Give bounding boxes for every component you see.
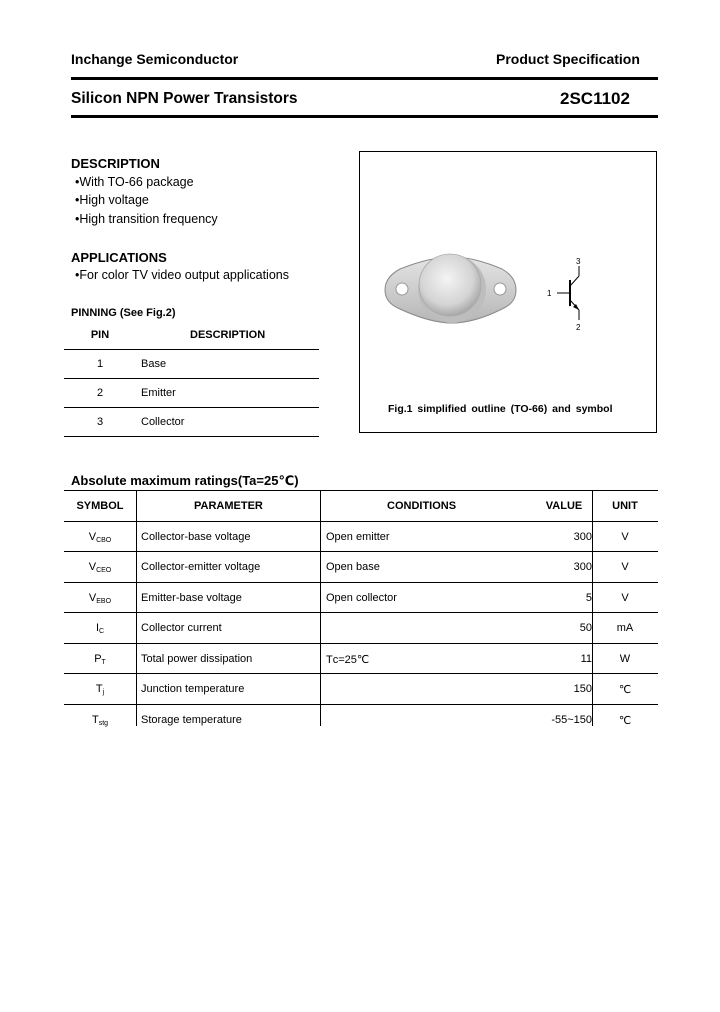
- parameter-cell: Collector current: [141, 622, 222, 634]
- table-row: [64, 350, 319, 379]
- company-name: Inchange Semiconductor: [71, 51, 239, 67]
- description-item: •With TO-66 package: [75, 175, 194, 189]
- parameter-cell: Collector-emitter voltage: [141, 561, 261, 573]
- doc-type: Product Specification: [496, 51, 640, 67]
- npn-transistor-symbol-icon: [535, 252, 605, 342]
- unit-cell: V: [621, 561, 629, 573]
- unit-cell: mA: [616, 622, 634, 634]
- ratings-title: Absolute maximum ratings(Ta=25℃): [71, 473, 299, 488]
- symbol-header: SYMBOL: [76, 500, 124, 512]
- parameter-cell: Storage temperature: [141, 713, 242, 726]
- header-rule-bottom: [71, 115, 658, 118]
- value-cell: 300: [573, 561, 592, 573]
- unit-cell: ℃: [618, 684, 632, 696]
- symbol-cell: $V_{CBO}$: [88, 530, 112, 544]
- value-cell: 150: [573, 683, 592, 695]
- table-row: [64, 552, 658, 583]
- value-cell: 50: [579, 622, 592, 634]
- table-row: [64, 583, 658, 614]
- unit-cell: V: [621, 591, 629, 604]
- symbol-cell: $P_T$: [94, 652, 106, 666]
- conditions-cell: Open emitter: [326, 530, 390, 543]
- to66-package-drawing: [380, 247, 520, 337]
- symbol-cell: $I_C$: [95, 622, 105, 635]
- conditions-header: CONDITIONS: [387, 500, 457, 512]
- description-title: DESCRIPTION: [71, 156, 160, 171]
- table-row: [64, 705, 658, 735]
- ratings-table: [64, 490, 658, 734]
- symbol-label-base: 1: [547, 289, 552, 298]
- conditions-cell: Open collector: [326, 591, 397, 604]
- unit-header: UNIT: [612, 500, 638, 512]
- value-cell: -55~150: [551, 713, 592, 726]
- table-row: [64, 379, 319, 408]
- symbol-cell: $T_j$: [95, 683, 105, 696]
- parameter-header: PARAMETER: [194, 500, 263, 512]
- parameter-cell: Total power dissipation: [141, 652, 253, 665]
- figure-box: [359, 151, 657, 433]
- parameter-cell: Junction temperature: [141, 683, 245, 695]
- pin-description: Emitter: [141, 387, 176, 399]
- value-cell: 5: [585, 591, 592, 604]
- symbol-cell: $V_{CEO}$: [88, 561, 112, 574]
- conditions-cell: Tᴄ=25℃: [326, 653, 370, 666]
- unit-cell: V: [621, 530, 629, 543]
- pin-number: 1: [96, 358, 104, 370]
- pin-number: 3: [96, 416, 104, 428]
- symbol-cell: $T_{stg}$: [91, 713, 109, 727]
- table-row: [64, 644, 658, 675]
- table-row: [64, 408, 319, 437]
- symbol-label-emitter: 2: [576, 323, 581, 332]
- conditions-cell: Open base: [326, 561, 380, 573]
- header-rule-top: [71, 77, 658, 80]
- pinning-header-row: [64, 321, 319, 350]
- table-row: [64, 613, 658, 644]
- unit-cell: ℃: [618, 714, 632, 727]
- unit-cell: W: [619, 652, 631, 665]
- pin-description: Collector: [141, 416, 185, 428]
- pin-header: PIN: [90, 329, 110, 341]
- symbol-label-collector: 3: [576, 257, 581, 266]
- table-row: [64, 522, 658, 553]
- pinning-title: PINNING (See Fig.2): [71, 307, 176, 319]
- applications-title: APPLICATIONS: [71, 250, 167, 265]
- description-item: •High transition frequency: [75, 212, 218, 226]
- applications-item: •For color TV video output applications: [75, 268, 289, 282]
- description-header: DESCRIPTION: [190, 329, 266, 341]
- pinning-table: [64, 321, 319, 437]
- product-family: Silicon NPN Power Transistors: [71, 90, 298, 107]
- part-number: 2SC1102: [560, 89, 630, 108]
- pin-description: Base: [141, 358, 167, 370]
- value-header: VALUE: [545, 500, 583, 512]
- pin-number: 2: [96, 387, 104, 399]
- description-item: •High voltage: [75, 193, 149, 207]
- parameter-cell: Emitter-base voltage: [141, 591, 242, 604]
- figure-caption: Fig.1 simplified outline (TO-66) and symbol: [388, 403, 613, 415]
- symbol-cell: $V_{EBO}$: [88, 591, 112, 605]
- parameter-cell: Collector-base voltage: [141, 530, 251, 543]
- table-row: [64, 674, 658, 705]
- value-cell: 300: [573, 530, 592, 543]
- ratings-header-row: [64, 491, 658, 522]
- value-cell: 11: [580, 652, 592, 665]
